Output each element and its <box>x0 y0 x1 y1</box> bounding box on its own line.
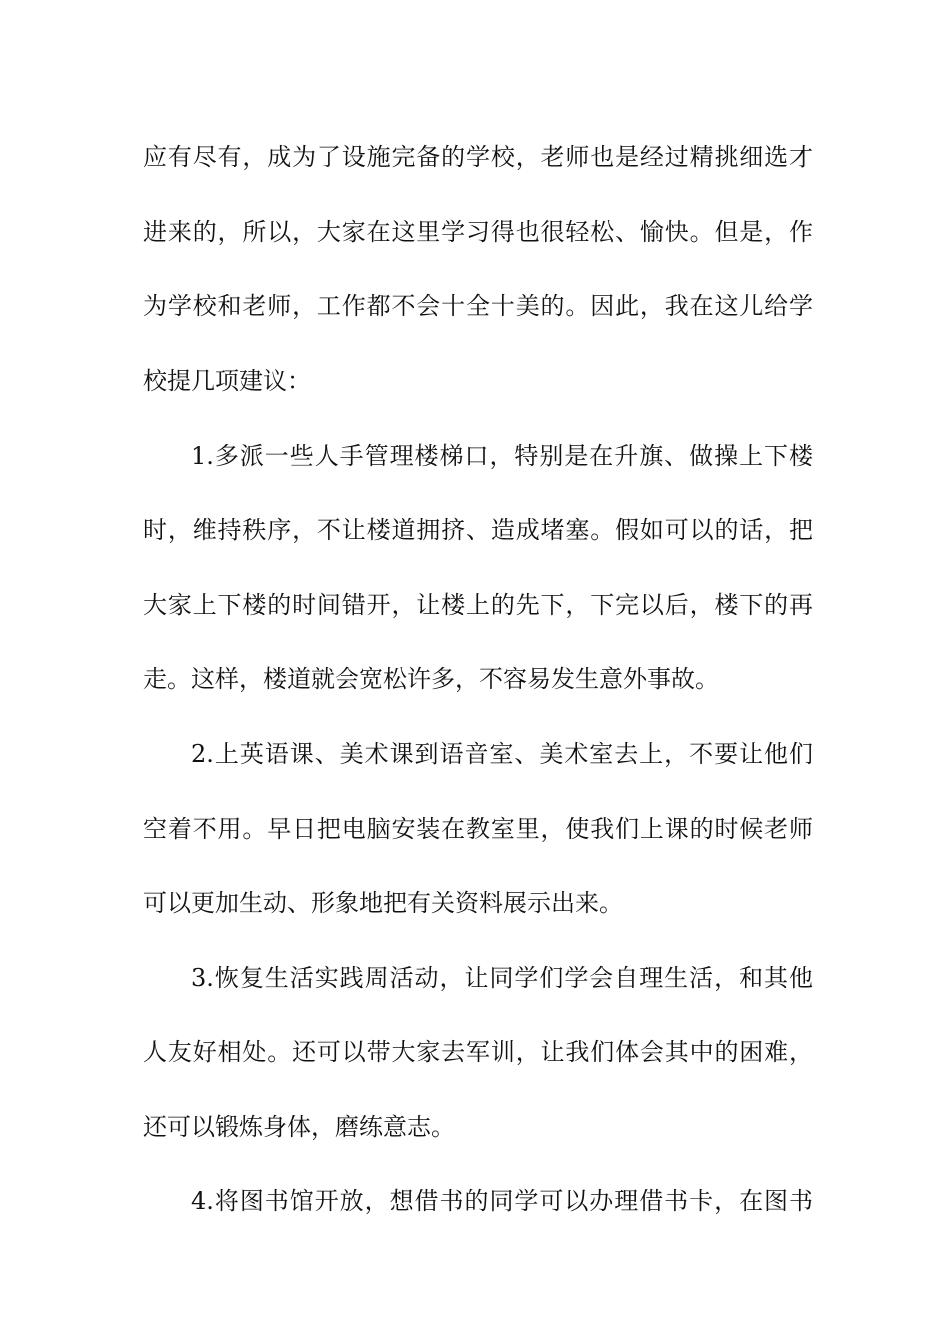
paragraph-line: 1.多派一些人手管理楼梯口，特别是在升旗、做操上下楼 <box>191 442 813 470</box>
paragraph-line: 大家上下楼的时间错开，让楼上的先下，下完以后，楼下的再 <box>143 591 813 619</box>
paragraph-line: 校提几项建议： <box>143 367 311 395</box>
paragraph-line: 可以更加生动、形象地把有关资料展示出来。 <box>143 889 623 917</box>
paragraph-line: 3.恢复生活实践周活动，让同学们学会自理生活，和其他 <box>191 964 813 992</box>
paragraph-line: 进来的，所以，大家在这里学习得也很轻松、愉快。但是，作 <box>143 218 813 246</box>
paragraph-line: 为学校和老师，工作都不会十全十美的。因此，我在这儿给学 <box>143 292 813 320</box>
paragraph-line: 2.上英语课、美术课到语音室、美术室去上，不要让他们 <box>191 740 813 768</box>
paragraph-line: 空着不用。早日把电脑安装在教室里，使我们上课的时候老师 <box>143 815 813 843</box>
paragraph-line: 走。这样，楼道就会宽松许多，不容易发生意外事故。 <box>143 665 719 693</box>
paragraph-line: 应有尽有，成为了设施完备的学校，老师也是经过精挑细选才 <box>143 143 813 171</box>
paragraph-line: 4.将图书馆开放，想借书的同学可以办理借书卡，在图书 <box>191 1187 813 1215</box>
paragraph-line: 人友好相处。还可以带大家去军训，让我们体会其中的困难， <box>143 1038 813 1066</box>
paragraph-line: 时，维持秩序，不让楼道拥挤、造成堵塞。假如可以的话，把 <box>143 516 813 544</box>
paragraph-line: 还可以锻炼身体，磨练意志。 <box>143 1113 455 1141</box>
